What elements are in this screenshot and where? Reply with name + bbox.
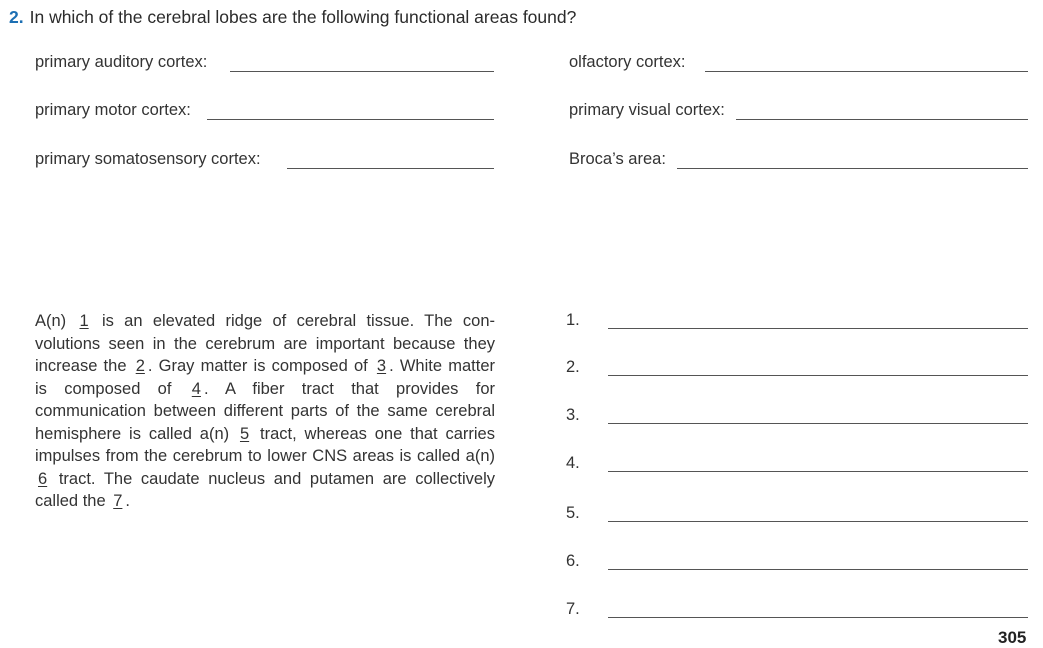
paragraph-text: is an elevated ridge of cerebral tissue. The convolutions seen in the cerebrum are important because they increase the: [35, 312, 495, 375]
answer-number: 2.: [566, 358, 580, 376]
answer-line[interactable]: [608, 423, 1028, 424]
field-label: olfactory cortex:: [569, 53, 686, 71]
field-olfactory: [569, 53, 1028, 77]
answer-row-1: [566, 311, 1028, 335]
field-label: primary somatosensory cortex:: [35, 150, 261, 168]
paragraph-text: A(n): [35, 312, 77, 330]
question-text: In which of the cerebral lobes are the following functional areas found?: [29, 7, 577, 27]
answer-number: 3.: [566, 406, 580, 424]
answer-row-4: [566, 454, 1028, 478]
field-primary-motor: [35, 101, 494, 125]
answer-line[interactable]: [287, 168, 494, 169]
fill-in-paragraph: [35, 310, 495, 513]
answer-line[interactable]: [608, 375, 1028, 376]
blank-4: 4: [191, 379, 201, 398]
answer-row-6: [566, 552, 1028, 576]
paragraph-text: . White matter is composed of: [35, 357, 495, 398]
answer-line[interactable]: [705, 71, 1028, 72]
field-label: primary auditory cortex:: [35, 53, 208, 71]
field-primary-visual: [569, 101, 1028, 125]
answer-line[interactable]: [677, 168, 1028, 169]
blank-6: 6: [38, 469, 48, 488]
paragraph-text: . Gray matter is composed of: [147, 357, 374, 375]
blank-1: 1: [79, 312, 89, 330]
field-primary-somatosensory: [35, 150, 494, 174]
answer-number: 5.: [566, 504, 580, 522]
question-header: [9, 7, 576, 28]
answer-line[interactable]: [608, 328, 1028, 329]
answer-line[interactable]: [608, 569, 1028, 570]
field-label: Broca’s area:: [569, 150, 666, 168]
blank-3: 3: [376, 357, 387, 375]
answer-line[interactable]: [608, 521, 1028, 522]
answer-number: 7.: [566, 600, 580, 618]
answer-number: 4.: [566, 454, 580, 472]
paragraph-text: . A fiber tract that provides for communication between different parts of the same cerebral hemisphere is called a(n): [35, 379, 496, 443]
question-number: 2.: [9, 7, 24, 27]
paragraph-text: .: [125, 492, 130, 510]
answer-line[interactable]: [230, 71, 494, 72]
paragraph-text: tract, whereas one that carries impulses from the cerebrum to lower CNS areas is called a(n): [35, 424, 495, 465]
page-number: 305: [998, 628, 1027, 647]
answer-row-5: [566, 504, 1028, 528]
answer-line[interactable]: [736, 119, 1028, 120]
answer-line[interactable]: [608, 617, 1028, 618]
field-brocas-area: [569, 150, 1028, 174]
answer-line[interactable]: [608, 471, 1028, 472]
answer-row-3: [566, 406, 1028, 430]
field-primary-auditory: [35, 53, 494, 77]
answer-number: 1.: [566, 311, 580, 329]
answer-number: 6.: [566, 552, 580, 570]
field-label: primary motor cortex:: [35, 101, 191, 119]
blank-2: 2: [135, 357, 145, 375]
blank-7: 7: [113, 492, 123, 510]
blank-5: 5: [239, 424, 250, 443]
field-label: primary visual cortex:: [569, 101, 725, 119]
answer-row-2: [566, 358, 1028, 382]
answer-row-7: [566, 600, 1028, 624]
paragraph-text: tract. The caudate nucleus and putamen are collectively called the: [35, 469, 495, 510]
answer-line[interactable]: [207, 119, 494, 120]
